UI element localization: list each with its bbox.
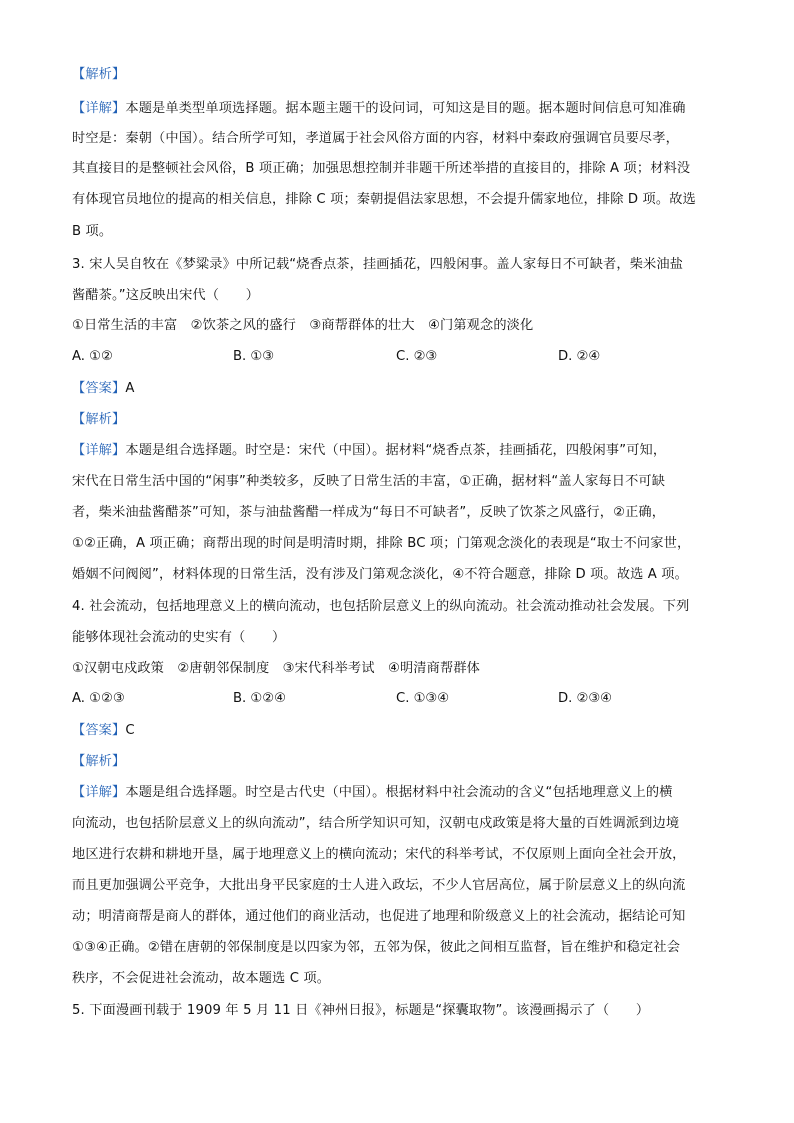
question-stem: 酱醋茶。”这反映出宋代（ ） — [72, 288, 260, 303]
option-d: D. ②④ — [558, 349, 601, 364]
answer-line — [72, 380, 135, 398]
option-a: A. ①② — [72, 349, 113, 364]
detail-tag: 【详解】 — [72, 101, 126, 116]
answer-value: A — [125, 381, 135, 396]
answer-tag: 【答案】 — [72, 381, 126, 396]
detail-line: 而且更加强调公平竞争，大批出身平民家庭的士人进入政坛，不少人官居高位，属于阶层意义上的纵向流 — [72, 878, 686, 893]
detail-line: 宋代在日常生活中国的“闲事”种类较多，反映了日常生活的丰富，①正确，据材料“盖人家每日不可缺 — [72, 474, 666, 489]
option-b: B. ①②④ — [233, 691, 286, 706]
detail-line: 【详解】本题是组合选择题。时空是古代史（中国）。根据材料中社会流动的含义“包括地理意义上的横 — [72, 785, 673, 800]
option-a: A. ①②③ — [72, 691, 125, 706]
option-b: B. ①③ — [233, 349, 275, 364]
question-items: ①汉朝屯戍政策 ②唐朝邻保制度 ③宋代科举考试 ④明清商帮群体 — [72, 661, 480, 676]
answer-line — [72, 722, 135, 740]
detail-line: ①②正确，A 项正确；商帮出现的时间是明清时期，排除 BC 项；门第观念淡化的表现是“取士不问家世， — [72, 536, 691, 551]
answer-value: C — [125, 723, 135, 738]
analysis-tag: 【解析】 — [72, 754, 126, 769]
detail-line: 地区进行农耕和耕地开垦，属于地理意义上的横向流动；宋代的科举考试，不仅原则上面向全社会开放， — [72, 847, 686, 862]
answer-tag: 【答案】 — [72, 723, 126, 738]
detail-tag: 【详解】 — [72, 443, 126, 458]
detail-line: 动；明清商帮是商人的群体，通过他们的商业活动，也促进了地理和阶级意义上的社会流动，据结论可知 — [72, 909, 686, 924]
question-items: ①日常生活的丰富 ②饮茶之风的盛行 ③商帮群体的壮大 ④门第观念的淡化 — [72, 318, 534, 333]
question-stem: 5. 下面漫画刊载于 1909 年 5 月 11 日《神州日报》，标题是“探囊取物”。该漫画揭示了（ ） — [72, 1003, 650, 1018]
detail-line: ①③④正确。②错在唐朝的邻保制度是以四家为邻，五邻为保，彼此之间相互监督，旨在维护和稳定社会 — [72, 940, 681, 955]
detail-line: B 项。 — [72, 224, 113, 239]
question-stem: 能够体现社会流动的史实有（ ） — [72, 630, 286, 645]
question-stem: 3. 宋人吴自牧在《梦粱录》中所记载“烧香点茶，挂画插花，四般闲事。盖人家每日不可缺者，柴米油盐 — [72, 257, 684, 272]
option-c: C. ②③ — [396, 349, 438, 364]
option-d: D. ②③④ — [558, 691, 613, 706]
detail-tag: 【详解】 — [72, 785, 126, 800]
analysis-tag: 【解析】 — [72, 67, 126, 82]
detail-line: 有体现官员地位的提高的相关信息，排除 C 项；秦朝提倡法家思想，不会提升儒家地位，排除 D 项。故选 — [72, 192, 696, 207]
detail-line: 者，柴米油盐酱醋茶”可知，茶与油盐酱醋一样成为“每日不可缺者”，反映了饮茶之风盛行，②正确， — [72, 505, 666, 520]
detail-line: 秩序，不会促进社会流动，故本题选 C 项。 — [72, 971, 331, 986]
option-c: C. ①③④ — [396, 691, 450, 706]
detail-line: 其直接目的是整顿社会风俗，B 项正确；加强思想控制并非题干所述举措的直接目的，排除 A 项；材料没 — [72, 161, 691, 176]
detail-line: 向流动，也包括阶层意义上的纵向流动”，结合所学知识可知，汉朝屯戍政策是将大量的百姓调派到边境 — [72, 816, 680, 831]
detail-line: 时空是：秦朝（中国）。结合所学可知，孝道属于社会风俗方面的内容，材料中秦政府强调官员要尽孝， — [72, 131, 679, 146]
analysis-tag: 【解析】 — [72, 412, 126, 427]
detail-line: 婚姻不问阀阅”，材料体现的日常生活，没有涉及门第观念淡化，④不符合题意，排除 D 项。故选 A 项。 — [72, 567, 688, 582]
detail-line: 【详解】本题是单类型单项选择题。据本题主题干的设问词，可知这是目的题。据本题时间信息可知准确 — [72, 101, 686, 116]
detail-line: 【详解】本题是组合选择题。时空是：宋代（中国）。据材料“烧香点茶，挂画插花，四般闲事”可知， — [72, 443, 667, 458]
question-stem: 4. 社会流动，包括地理意义上的横向流动，也包括阶层意义上的纵向流动。社会流动推动社会发展。下列 — [72, 599, 690, 614]
